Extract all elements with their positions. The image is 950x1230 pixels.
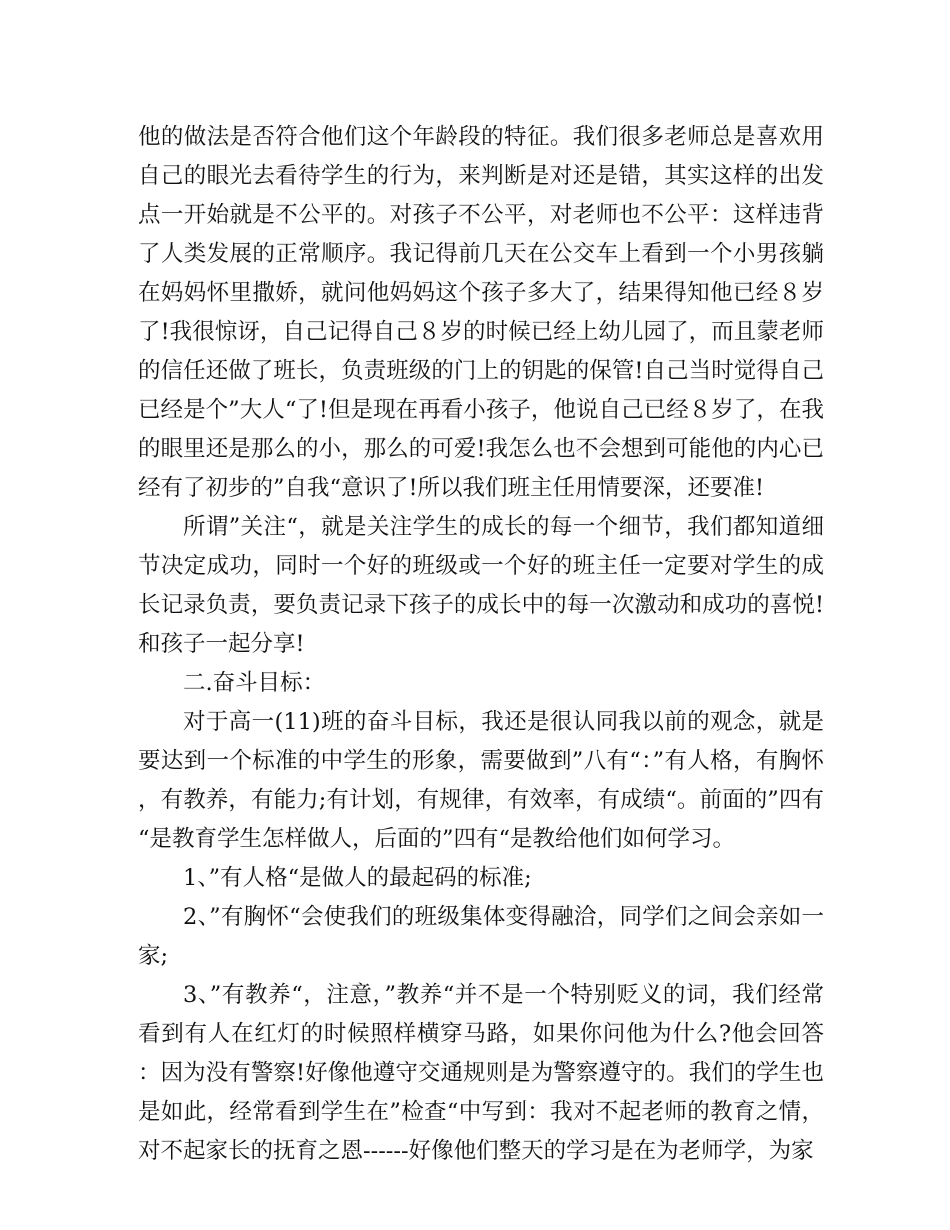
list-item-2: 2、”有胸怀“会使我们的班级集体变得融洽，同学们之间会亲如一家; <box>138 904 824 969</box>
list-item-3: 3、”有教养“，注意，”教养“并不是一个特别贬义的词，我们经常看到有人在红灯的时候照样横穿马路，如果你问他为什么?他会回答：因为没有警察!好像他遵守交通规则是为警察遵守的。我们的学生也是如此，经常看到学生在”检查“中写到：我对不起老师的教育之情，对不起家长的抚育之恩------好像他们整天的学习是在为老师学，为家 <box>138 982 824 1164</box>
list-item-1: 1、”有人格“是做人的最起码的标准; <box>183 865 532 891</box>
paragraph-2: 所谓”关注“，就是关注学生的成长的每一个细节，我们都知道细节决定成功，同时一个好的班级或一个好的班主任一定要对学生的成长记录负责，要负责记录下孩子的成长中的每一次激动和成功的喜悦!和孩子一起分享! <box>138 514 824 657</box>
document-page <box>138 118 824 1171</box>
section-heading: 二.奋斗目标： <box>183 670 326 696</box>
paragraph-1: 他的做法是否符合他们这个年龄段的特征。我们很多老师总是喜欢用自己的眼光去看待学生的行为，来判断是对还是错，其实这样的出发点一开始就是不公平的。对孩子不公平，对老师也不公平：这样违背了人类发展的正常顺序。我记得前几天在公交车上看到一个小男孩躺在妈妈怀里撒娇，就问他妈妈这个孩子多大了，结果得知他已经８岁了!我很惊讶，自己记得自己８岁的时候已经上幼儿园了，而且蒙老师的信任还做了班长，负责班级的门上的钥匙的保管!自己当时觉得自己已经是个”大人“了!但是现在再看小孩子，他说自己已经８岁了，在我的眼里还是那么的小，那么的可爱!我怎么也不会想到可能他的内心已经有了初步的”自我“意识了!所以我们班主任用情要深，还要准! <box>138 124 824 501</box>
paragraph-4: 对于高一(11)班的奋斗目标，我还是很认同我以前的观念，就是要达到一个标准的中学生的形象，需要做到”八有“：”有人格，有胸怀，有教养，有能力;有计划，有规律，有效率，有成绩“。前面的”四有“是教育学生怎样做人，后面的”四有“是教给他们如何学习。 <box>138 709 824 852</box>
